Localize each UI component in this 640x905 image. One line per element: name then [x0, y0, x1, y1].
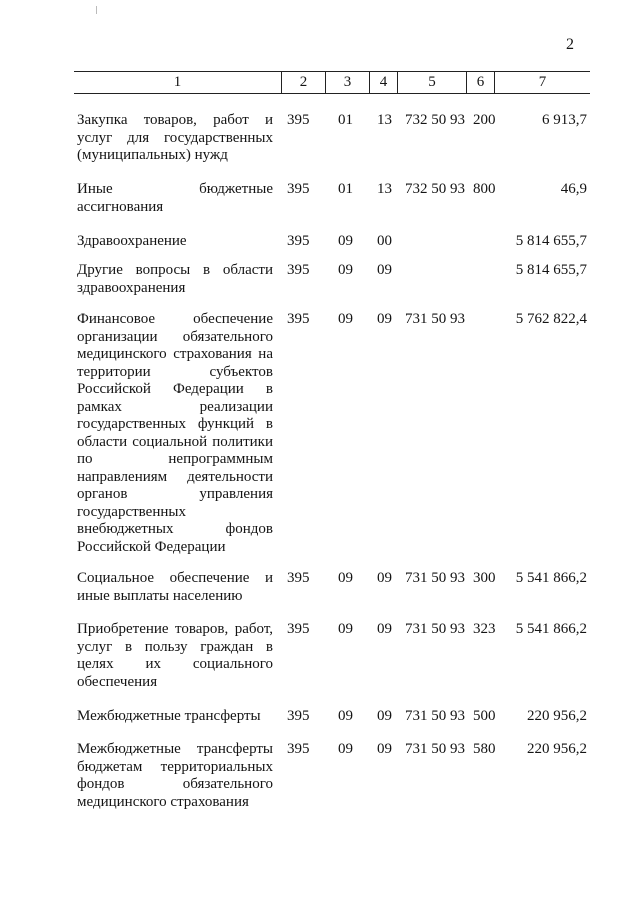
row-col-7: 220 956,2	[527, 741, 587, 757]
header-col-7: 7	[494, 72, 590, 93]
row-col-7: 5 762 822,4	[515, 311, 587, 327]
row-col-5: 731 50 93	[405, 621, 465, 637]
row-col-7: 5 541 866,2	[515, 621, 587, 637]
table-header	[74, 71, 590, 94]
row-col-2: 395	[287, 570, 310, 586]
row-name: Закупка товаров, работ и услуг для государственных (муниципальных) нужд	[77, 112, 273, 163]
row-col-5: 731 50 93	[405, 741, 465, 757]
row-col-3: 09	[338, 621, 353, 637]
row-name: Иные бюджетные ассигнования	[77, 181, 273, 215]
page-number: 2	[566, 36, 574, 53]
row-col-2: 395	[287, 708, 310, 724]
row-col-2: 395	[287, 112, 310, 128]
row-col-5: 731 50 93	[405, 570, 465, 586]
row-col-2: 395	[287, 262, 310, 278]
row-col-3: 09	[338, 311, 353, 327]
row-col-6: 580	[473, 741, 496, 757]
row-col-2: 395	[287, 233, 310, 249]
row-col-5: 732 50 93	[405, 181, 465, 197]
row-col-7: 220 956,2	[527, 708, 587, 724]
row-col-4: 09	[377, 708, 392, 724]
row-col-6: 800	[473, 181, 496, 197]
row-name: Здравоохранение	[77, 233, 187, 249]
row-col-5: 732 50 93	[405, 112, 465, 128]
row-col-7: 46,9	[560, 181, 587, 197]
row-col-5: 731 50 93	[405, 708, 465, 724]
row-col-4: 09	[377, 741, 392, 757]
header-col-2: 2	[281, 72, 325, 93]
row-col-7: 5 814 655,7	[515, 233, 587, 249]
header-col-5: 5	[397, 72, 466, 93]
row-col-3: 09	[338, 741, 353, 757]
row-col-5: 731 50 93	[405, 311, 465, 327]
header-col-6: 6	[466, 72, 494, 93]
row-col-3: 09	[338, 262, 353, 278]
row-col-7: 5 541 866,2	[515, 570, 587, 586]
row-col-3: 09	[338, 233, 353, 249]
header-col-1: 1	[173, 74, 182, 90]
row-name: Другие вопросы в области здравоохранения	[77, 262, 273, 296]
row-col-4: 00	[377, 233, 392, 249]
header-col-3: 3	[325, 72, 369, 93]
scan-mark	[96, 6, 97, 14]
row-name: Социальное обеспечение и иные выплаты населению	[77, 570, 273, 604]
row-col-3: 01	[338, 112, 353, 128]
row-col-2: 395	[287, 741, 310, 757]
row-col-4: 09	[377, 311, 392, 327]
row-col-3: 09	[338, 708, 353, 724]
row-col-2: 395	[287, 311, 310, 327]
row-col-4: 09	[377, 570, 392, 586]
row-col-4: 13	[377, 112, 392, 128]
row-col-4: 09	[377, 621, 392, 637]
row-name: Межбюджетные трансферты бюджетам территориальных фондов обязательного медицинского страхования	[77, 741, 273, 810]
row-col-3: 09	[338, 570, 353, 586]
row-name: Финансовое обеспечение организации обязательного медицинского страхования на территории субъектов Российской Федерации в рамках реализации государственных функций в области социальной политики по непрограммным направлениям деятельности органов управления государственных внебюджетных фондов Российской Федерации	[77, 311, 273, 555]
row-col-6: 300	[473, 570, 496, 586]
row-col-7: 6 913,7	[542, 112, 587, 128]
row-col-6: 323	[473, 621, 496, 637]
row-col-4: 13	[377, 181, 392, 197]
row-col-2: 395	[287, 621, 310, 637]
row-col-6: 200	[473, 112, 496, 128]
row-name: Межбюджетные трансферты	[77, 708, 261, 724]
row-col-4: 09	[377, 262, 392, 278]
row-name: Приобретение товаров, работ, услуг в пользу граждан в целях их социального обеспечения	[77, 621, 273, 690]
row-col-2: 395	[287, 181, 310, 197]
row-col-3: 01	[338, 181, 353, 197]
row-col-7: 5 814 655,7	[515, 262, 587, 278]
row-col-6: 500	[473, 708, 496, 724]
header-col-4: 4	[369, 72, 397, 93]
